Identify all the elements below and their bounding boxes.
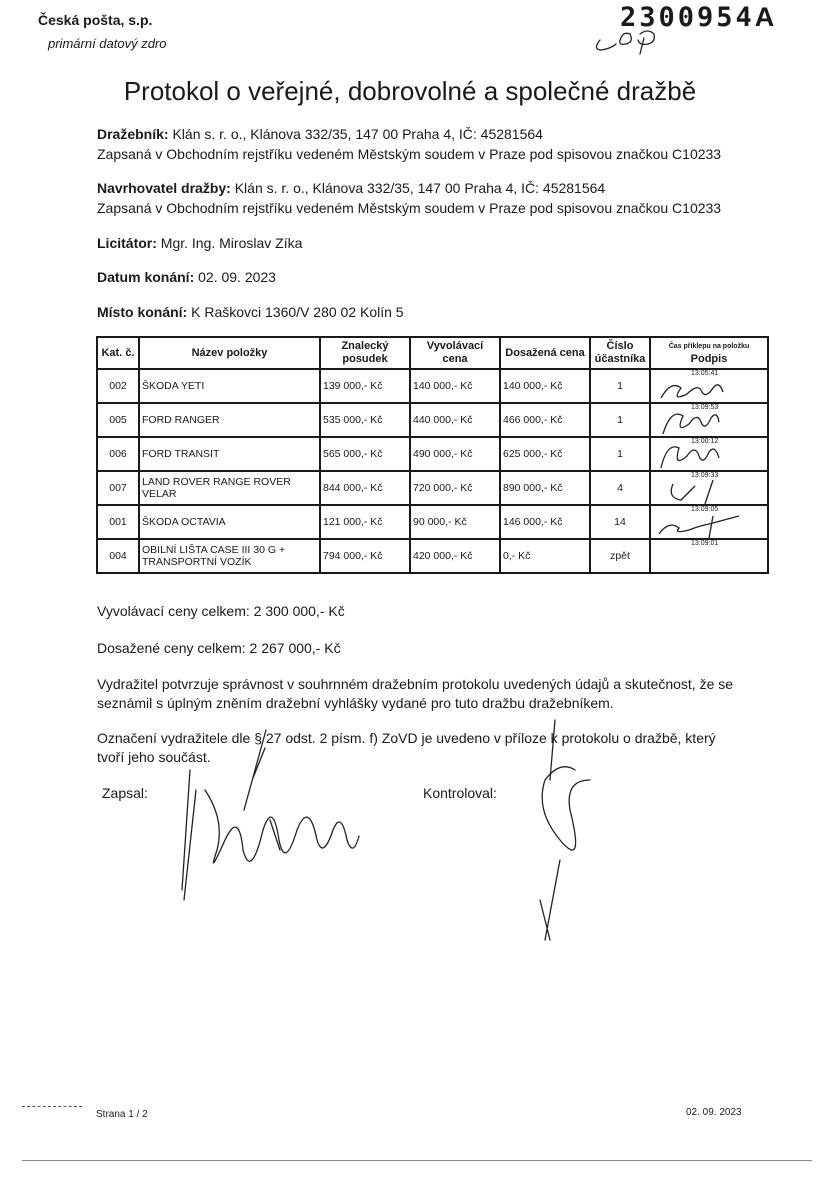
navrhovatel-line: Navrhovatel dražby: Klán s. r. o., Klánova 332/35, 147 00 Praha 4, IČ: 45281564	[97, 180, 606, 196]
cell-cislo: 1	[590, 437, 650, 471]
cell-vyvolavaci: 140 000,- Kč	[410, 369, 500, 403]
cell-kat: 004	[97, 539, 139, 573]
zapsal-signature	[182, 730, 359, 900]
cell-dosazena: 146 000,- Kč	[500, 505, 590, 539]
misto-line: Místo konání: K Raškovci 1360/V 280 02 Kolín 5	[97, 304, 404, 320]
total-dosazene: Dosažené ceny celkem: 2 267 000,- Kč	[97, 640, 341, 656]
cell-nazev: LAND ROVER RANGE ROVER VELAR	[139, 471, 320, 505]
cell-znalecky: 565 000,- Kč	[320, 437, 410, 471]
bottom-rule	[22, 1160, 812, 1161]
identification-paragraph: Označení vydražitele dle § 27 odst. 2 písm. f) ZoVD je uvedeno v příloze k protokolu o dražbě, který tvoří jeho součást.	[97, 730, 716, 765]
th-podpis: Čas příklepu na položku Podpis	[650, 337, 768, 369]
kontroloval-label: Kontroloval:	[423, 785, 497, 801]
cell-cislo: 1	[590, 369, 650, 403]
stamp-subtitle: primární datový zdro	[48, 36, 167, 51]
th-kat: Kat. č.	[97, 337, 139, 369]
cell-dosazena: 890 000,- Kč	[500, 471, 590, 505]
cell-cislo: 14	[590, 505, 650, 539]
cell-cas: 13:05:41	[691, 370, 719, 377]
document-number-suffix: A	[754, 2, 778, 32]
cell-vyvolavaci: 490 000,- Kč	[410, 437, 500, 471]
cell-znalecky: 844 000,- Kč	[320, 471, 410, 505]
cell-dosazena: 466 000,- Kč	[500, 403, 590, 437]
cell-kat: 006	[97, 437, 139, 471]
handwritten-lop-mark	[596, 31, 654, 54]
page-title: Protokol o veřejné, dobrovolné a společné dražbě	[123, 76, 697, 106]
cell-vyvolavaci: 720 000,- Kč	[410, 471, 500, 505]
footer-page: Strana 1 / 2	[96, 1109, 148, 1120]
cell-znalecky: 121 000,- Kč	[320, 505, 410, 539]
cell-nazev: ŠKODA OCTAVIA	[139, 505, 320, 539]
cell-cas: 13:09:05	[691, 506, 719, 513]
cell-kat: 002	[97, 369, 139, 403]
cell-nazev: FORD RANGER	[139, 403, 320, 437]
cell-nazev: FORD TRANSIT	[139, 437, 320, 471]
datum-line: Datum konání: 02. 09. 2023	[97, 269, 276, 285]
cell-vyvolavaci: 420 000,- Kč	[410, 539, 500, 573]
th-znalecky: Znalecký posudek	[320, 337, 410, 369]
cell-kat: 005	[97, 403, 139, 437]
cell-vyvolavaci: 440 000,- Kč	[410, 403, 500, 437]
cell-dosazena: 625 000,- Kč	[500, 437, 590, 471]
cell-dosazena: 0,- Kč	[500, 539, 590, 573]
th-nazev: Název položky	[139, 337, 320, 369]
cell-cas: 13:09:53	[691, 404, 719, 411]
cell-znalecky: 794 000,- Kč	[320, 539, 410, 573]
navrhovatel-registry: Zapsaná v Obchodním rejstříku vedeném Městským soudem v Praze pod spisovou značkou C10233	[97, 200, 722, 216]
licitator-line: Licitátor: Mgr. Ing. Miroslav Zíka	[97, 235, 303, 251]
drazebnik-registry: Zapsaná v Obchodním rejstříku vedeném Městským soudem v Praze pod spisovou značkou C10233	[97, 146, 722, 162]
cell-cislo: zpět	[590, 539, 650, 573]
footer-divider-left	[22, 1106, 82, 1107]
cell-kat: 007	[97, 471, 139, 505]
kontroloval-signature	[540, 720, 590, 940]
cell-vyvolavaci: 90 000,- Kč	[410, 505, 500, 539]
cell-cislo: 4	[590, 471, 650, 505]
cell-cislo: 1	[590, 403, 650, 437]
stamp-title: Česká pošta, s.p.	[38, 12, 153, 28]
cell-cas: 13:00:12	[691, 438, 719, 445]
footer-date: 02. 09. 2023	[686, 1107, 742, 1118]
total-vyvolavaci: Vyvolávací ceny celkem: 2 300 000,- Kč	[97, 603, 345, 619]
cell-kat: 001	[97, 505, 139, 539]
drazebnik-line: Dražebník: Klán s. r. o., Klánova 332/35, 147 00 Praha 4, IČ: 45281564	[97, 126, 543, 142]
zapsal-label: Zapsal:	[102, 785, 148, 801]
confirmation-paragraph: Vydražitel potvrzuje správnost v souhrnném dražebním protokolu uvedených údajů a skutečnost, že se seznámil s úplným zněním dražební vyhlášky vydané pro tuto dražbu dražebníkem.	[97, 676, 734, 711]
table-slash-mark	[253, 748, 265, 778]
cell-cas: 13:09:33	[691, 472, 719, 479]
cell-cas: 13:09:01	[691, 540, 719, 547]
document-number: 2300954A	[620, 2, 778, 33]
cell-znalecky: 139 000,- Kč	[320, 369, 410, 403]
th-dosazena: Dosažená cena	[500, 337, 590, 369]
th-vyvolavaci: Vyvolávací cena	[410, 337, 500, 369]
cell-nazev: OBILNÍ LIŠTA CASE III 30 G + TRANSPORTNÍ VOZÍK	[139, 539, 320, 573]
cell-nazev: ŠKODA YETI	[139, 369, 320, 403]
cell-dosazena: 140 000,- Kč	[500, 369, 590, 403]
th-cislo: Číslo účastníka	[590, 337, 650, 369]
cell-znalecky: 535 000,- Kč	[320, 403, 410, 437]
